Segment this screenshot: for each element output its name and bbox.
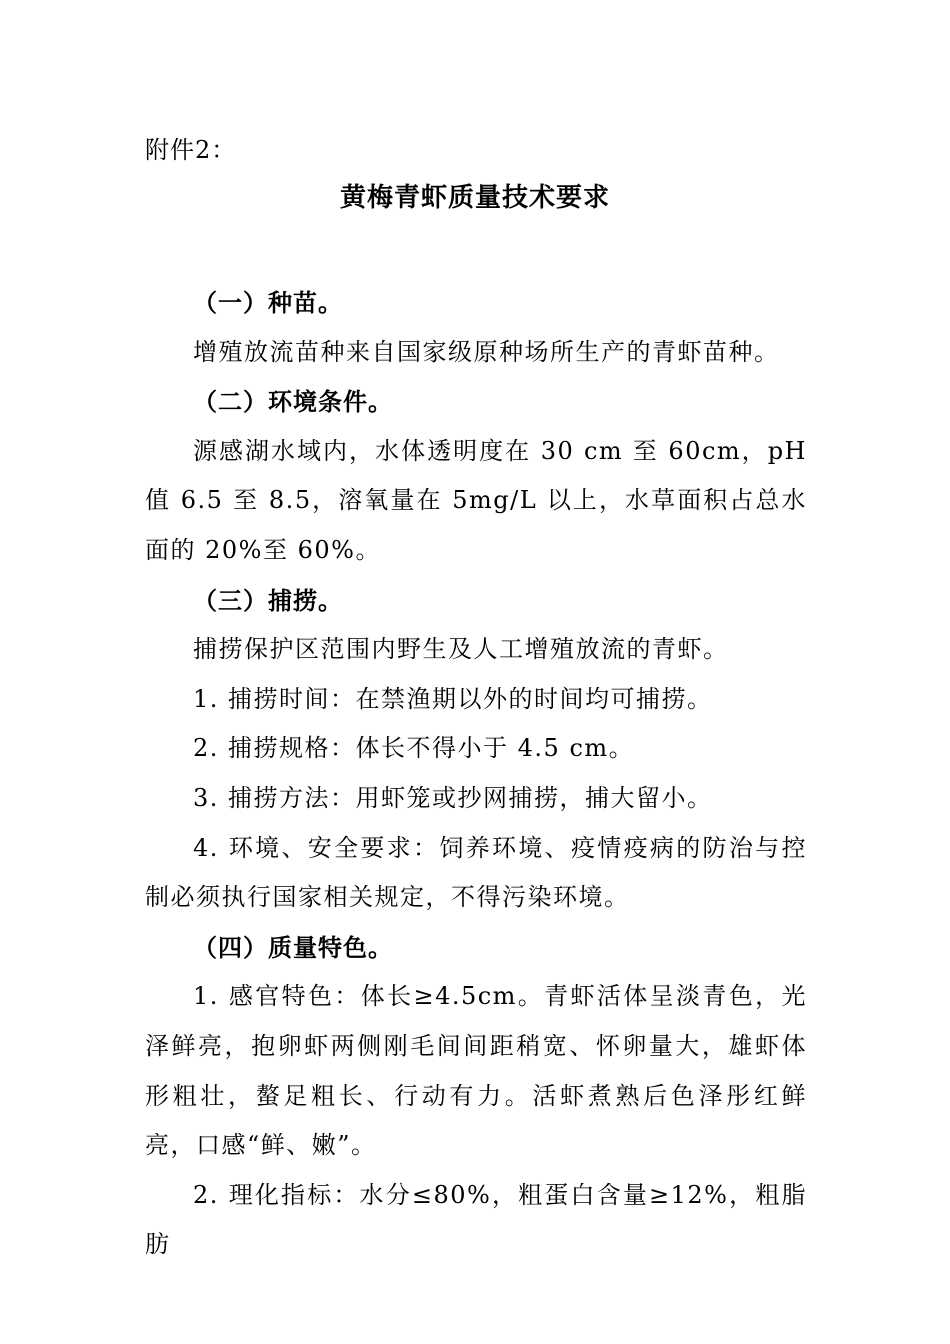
list-item: 1. 捕捞时间：在禁渔期以外的时间均可捕捞。 [193, 684, 713, 713]
section-heading: （一）种苗。 [193, 288, 343, 317]
list-item: 3. 捕捞方法：用虾笼或抄网捕捞，捕大留小。 [193, 783, 713, 812]
list-item: 2. 捕捞规格：体长不得小于 4.5 cm。 [193, 734, 635, 763]
document-body [145, 278, 807, 1270]
body-paragraph: 捕捞保护区范围内野生及人工增殖放流的青虾。 [193, 635, 729, 664]
list-item: 2. 理化指标：水分≤80%，粗蛋白含量≥12%，粗脂肪 [145, 1180, 807, 1259]
attachment-label: 附件2： [145, 136, 237, 164]
document-title: 黄梅青虾质量技术要求 [339, 183, 610, 213]
body-paragraph: 源感湖水域内，水体透明度在 30 cm 至 60cm，pH 值 6.5 至 8.5，溶氧量在 5mg/L 以上，水草面积占总水面的 20%至 60%。 [145, 436, 807, 564]
section-heading: （三）捕捞。 [193, 585, 343, 615]
section-heading: （二）环境条件。 [193, 387, 393, 417]
list-item: 4. 环境、安全要求：饲养环境、疫情疫病的防治与控制必须执行国家相关规定，不得污染环境。 [145, 833, 807, 912]
body-paragraph: 增殖放流苗种来自国家级原种场所生产的青虾苗种。 [193, 337, 780, 366]
section-heading: （四）质量特色。 [193, 932, 393, 962]
list-item: 1. 感官特色：体长≥4.5cm。青虾活体呈淡青色，光泽鲜亮，抱卵虾两侧刚毛间间距稍宽、怀卵量大，雄虾体形粗壮，螯足粗长、行动有力。活虾煮熟后色泽彤红鲜亮，口感“鲜、嫩”。 [145, 982, 807, 1160]
